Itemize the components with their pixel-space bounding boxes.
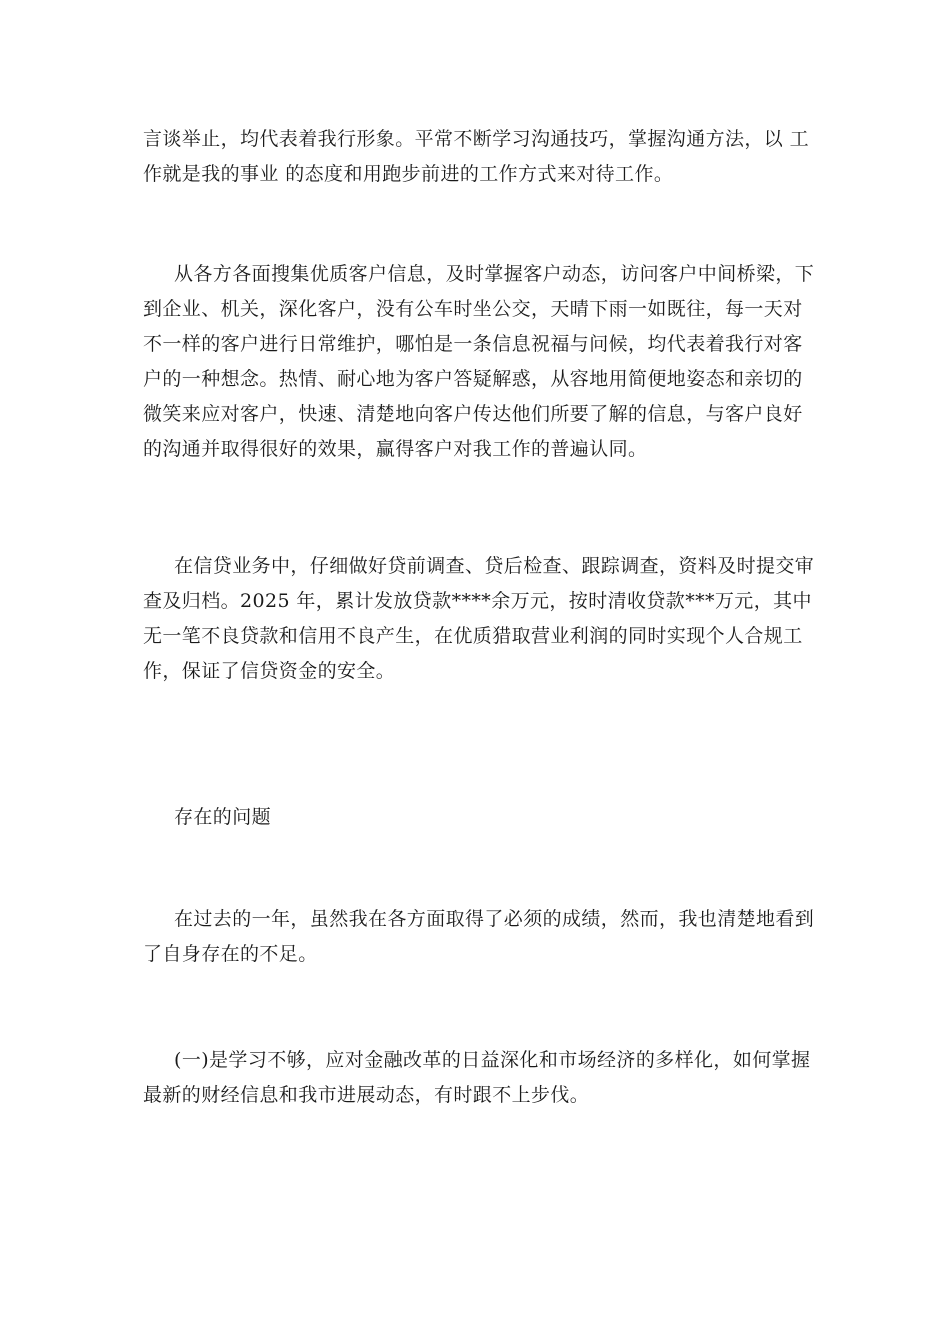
text-line: 了自身存在的不足。 <box>143 943 318 965</box>
paragraph-shortcomings <box>143 902 815 972</box>
paragraph-conduct <box>143 122 808 192</box>
text-line: 言谈举止，均代表着我行形象。平常不断学习沟通技巧，掌握沟通方法，以 工 <box>143 128 810 150</box>
text-line: 最新的财经信息和我市进展动态，有时跟不上步伐。 <box>143 1084 590 1106</box>
text-line: 无一笔不良贷款和信用不良产生，在优质猎取营业利润的同时实现个人合规工 <box>143 625 803 647</box>
text-line: 不一样的客户进行日常维护，哪怕是一条信息祝福与问候，均代表着我行对客 <box>143 333 803 355</box>
text-line: 微笑来应对客户，快速、清楚地向客户传达他们所要了解的信息，与客户良好 <box>143 403 803 425</box>
text-line: 的沟通并取得很好的效果，赢得客户对我工作的普遍认同。 <box>143 438 648 460</box>
text-line: 到企业、机关，深化客户，没有公车时坐公交，天晴下雨一如既往，每一天对 <box>143 298 803 320</box>
text-line: 作就是我的事业 的态度和用跑步前进的工作方式来对待工作。 <box>143 163 674 185</box>
heading-line: 存在的问题 <box>174 806 272 828</box>
text-line: 在过去的一年，虽然我在各方面取得了必须的成绩，然而，我也清楚地看到 <box>174 908 815 930</box>
paragraph-point-one <box>143 1043 811 1113</box>
paragraph-customer-service <box>143 257 815 467</box>
text-line: 从各方各面搜集优质客户信息，及时掌握客户动态，访问客户中间桥梁，下 <box>174 263 815 285</box>
text-line: 作，保证了信贷资金的安全。 <box>143 660 396 682</box>
paragraph-credit-business <box>143 549 815 689</box>
text-line: 户的一种想念。热情、耐心地为客户答疑解惑，从容地用简便地姿态和亲切的 <box>143 368 803 390</box>
text-line: (一)是学习不够，应对金融改革的日益深化和市场经济的多样化，如何掌握 <box>174 1049 811 1071</box>
text-line: 查及归档。2025 年，累计发放贷款****余万元，按时清收贷款***万元，其中 <box>143 590 812 612</box>
text-line: 在信贷业务中，仔细做好贷前调查、贷后检查、跟踪调查，资料及时提交审 <box>174 555 815 577</box>
section-heading-problems <box>143 800 808 835</box>
